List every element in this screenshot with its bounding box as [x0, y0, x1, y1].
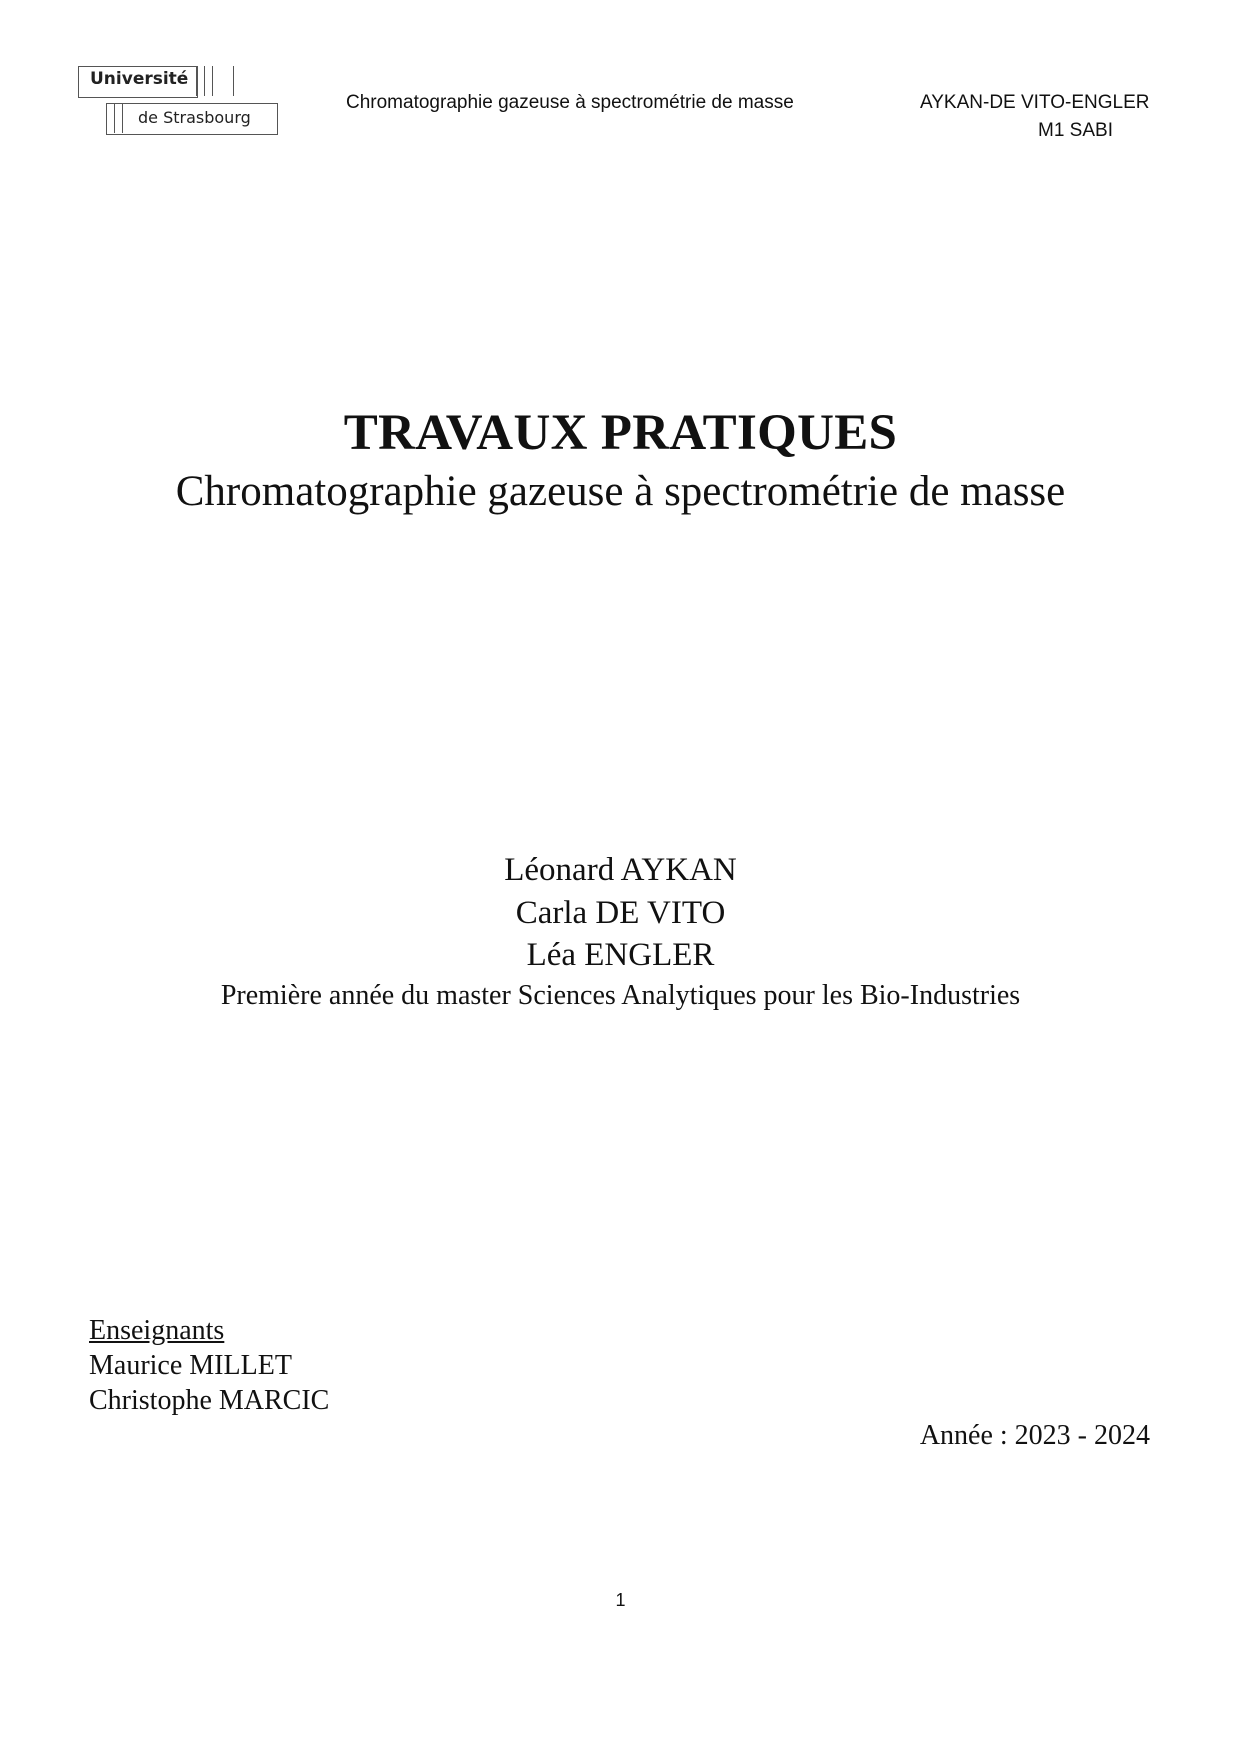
- university-logo: [78, 66, 278, 140]
- logo-text-strasbourg: de Strasbourg: [138, 108, 251, 127]
- logo-bar: [212, 66, 213, 96]
- header-authors: AYKAN-DE VITO-ENGLER: [920, 92, 1150, 113]
- document-subtitle: Chromatographie gazeuse à spectrométrie de masse: [175, 468, 1066, 515]
- logo-bar: [106, 103, 107, 133]
- program-description: Première année du master Sciences Analytiques pour les Bio-Industries: [220, 980, 1021, 1011]
- logo-bar: [114, 103, 115, 133]
- student-name: Léonard AYKAN: [504, 852, 737, 888]
- logo-bar: [196, 66, 197, 96]
- document-title: TRAVAUX PRATIQUES: [343, 405, 898, 461]
- student-name: Carla DE VITO: [515, 895, 726, 931]
- teacher-name: Christophe MARCIC: [89, 1385, 330, 1416]
- teachers-heading: Enseignants: [89, 1315, 225, 1346]
- logo-bar: [204, 66, 205, 96]
- logo-bar: [122, 103, 123, 133]
- logo-bar: [233, 66, 234, 96]
- page-number: 1: [615, 1590, 626, 1610]
- teacher-name: Maurice MILLET: [89, 1350, 292, 1381]
- logo-text-universite: Université: [90, 69, 189, 89]
- student-name: Léa ENGLER: [526, 937, 715, 973]
- header-class: M1 SABI: [1038, 120, 1113, 141]
- academic-year: Année : 2023 - 2024: [919, 1420, 1150, 1451]
- header-title: Chromatographie gazeuse à spectrométrie de masse: [346, 92, 794, 113]
